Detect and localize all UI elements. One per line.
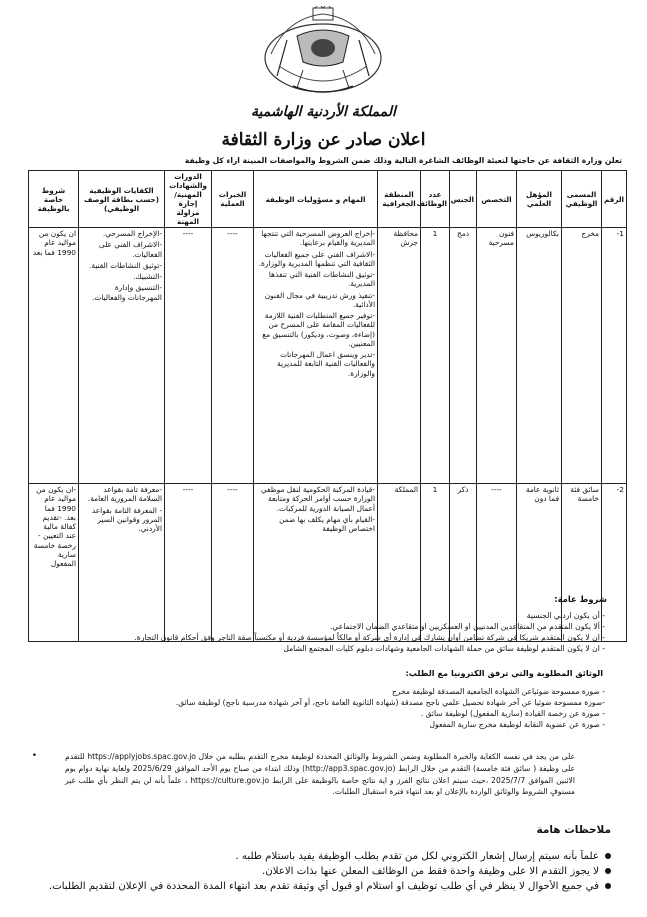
kingdom-name: المملكة الأردنية الهاشمية xyxy=(251,104,396,120)
task-item: -تنفيذ ورش تدريبية في مجال الفنون الأدائية. xyxy=(264,290,375,309)
cell-tasks xyxy=(254,228,378,484)
header-tasks: المهام و مسؤوليات الوظيفة xyxy=(254,171,378,228)
general-conditions-title: شروط عامة: xyxy=(554,594,607,604)
cell-qualification: بكالوريوس xyxy=(517,228,562,484)
header-job-title: المسمى الوظيفي xyxy=(562,171,602,228)
bullet-icon xyxy=(605,883,611,889)
cell-region: محافظة جرش xyxy=(378,228,421,484)
list-item xyxy=(26,865,611,880)
list-item: - صورة عن عضوية النقابة لوظيفة مخرج سارية المفعول xyxy=(429,720,605,729)
task-item: -تدير وينسق اعمال المهرجانات والفعاليات الفنية التابعة للمديرية والوزارة. xyxy=(276,350,375,378)
cell-job-title: سائق فئة خامسة xyxy=(562,484,602,642)
list-item-text: ان لا يكون المتقدم لوظيفة سائق من حملة الشهادات الجامعية وشهادات دبلوم كليات المجتمع الشامل xyxy=(283,644,600,653)
cell-specialization: ---- xyxy=(477,484,517,642)
cell-num: 2- xyxy=(602,484,627,642)
cell-experience: ---- xyxy=(212,228,254,484)
announcement-intro: تعلن وزارة الثقافة عن حاجتها لتعبئة الوظائف الشاغرة التالية وذلك ضمن الشروط والمواصفات المبينة ازاء كل وظيفة xyxy=(184,156,622,165)
general-conditions-list xyxy=(30,610,605,654)
cell-courses: ---- xyxy=(165,484,212,642)
cell-gender: دمج xyxy=(450,228,477,484)
jobs-table xyxy=(28,170,627,642)
header-count: عدد الوظائف xyxy=(421,171,450,228)
task-item: -توثيق النشاطات الفنية التي تنفذها المديرية. xyxy=(268,270,375,289)
list-item: - ان لا يكون المتقدم لوظيفة سائق من حملة الشهادات الجامعية وشهادات دبلوم كليات المجتمع الشامل xyxy=(283,644,605,653)
header-num: الرقم xyxy=(602,171,627,228)
list-item-text: في جميع الأحوال لا ينظر في أي طلب توظيف او استلام او قبول أي وثيقة تقدم بعد انتهاء المدة المحددة في الإعلان لتقديم الطلبات. xyxy=(48,880,599,892)
bullet-icon xyxy=(605,853,611,859)
bullet-icon: • xyxy=(31,751,37,761)
documents-list xyxy=(30,686,605,730)
notes-list xyxy=(26,850,611,894)
list-item: - صورة عن رخصة القيادة (سارية المفعول) لوظيفة سائق . xyxy=(420,709,605,718)
bullet-icon xyxy=(605,868,611,874)
list-item-text: ان لا يكون المتقدم شريكا في شركة تضامن أوان يشارك في إدارة أي شركة أو مالكاً لمؤسسة فردية أو مكتسباً صفة التاجر وفق أحكام قانون التجارة. xyxy=(134,633,600,642)
competency-item: -توثيق النشاطات الفنية. xyxy=(89,260,162,270)
cell-count: 1 xyxy=(421,228,450,484)
competency-item: -التنسيق وإدارة المهرجانات والفعاليات. xyxy=(92,283,162,302)
task-item: -قيادة المركبة الحكومية لنقل موظفي الوزارة حسب أوامر الحركة ومتابعة أعمال الصيانة الدورية للمركبات. xyxy=(260,485,375,513)
cell-region: المملكة xyxy=(378,484,421,642)
table-row xyxy=(29,228,627,484)
list-item-text: أن يكون اردني الجنسية xyxy=(526,611,600,620)
task-item: -إخراج العروض المسرحية التي تنتجها المديرية والقيام برعايتها. xyxy=(261,229,375,248)
cell-count: 1 xyxy=(421,484,450,642)
apply-instructions: على من يجد في نفسه الكفاية والخبرة المطلوبة وضمن الشروط والوثائق المحددة لوظيفة مخرج التقدم بطلبه من خلال https://applyjobs.spac.gov.jo للتقدم على وظيفة ( سائق فئة خامسة) التقدم من خلال الرابط (http://app3.spac.gov.jo) وذلك ابتداء من صباح يوم الأحد الموافق 2025/6/29 ولغاية نهاية دوام يوم الاثنين الموافق 2025/7/7 ،حيث سيتم اعلان نتائج الفرز و اية نتائج خاصة بالوظيفة على الرابط https://culture.gov.jo ، علماً بأنه لن يتم النظر بأي طلب غير مستوفٍ الشروط والوثائق الواردة بالإعلان او بعد انتهاء فترة استقبال الطلبات. xyxy=(65,752,576,797)
cell-num: 1- xyxy=(602,228,627,484)
cell-conditions: -ان يكون من مواليد عام 1990 فما بعد. -تقديم كفالة مالية عند التعيين - رخصة خامسة سارية المفعول xyxy=(29,484,79,642)
list-item xyxy=(26,880,611,895)
cell-specialization: فنون مسرحية xyxy=(477,228,517,484)
cell-qualification: ثانوية عامة فما دون xyxy=(517,484,562,642)
list-item: - أن يكون اردني الجنسية xyxy=(526,611,605,620)
header-gender: الجنس xyxy=(450,171,477,228)
cell-job-title: مخرج xyxy=(562,228,602,484)
list-item: - ألا يكون المتقدم من المتقاعدين المدنيين او العسكريين او متقاعدي الضمان الاجتماعي. xyxy=(329,622,605,631)
notes-title: ملاحظات هامة xyxy=(536,824,611,836)
list-item: - صورة ممسوحة ضوئياعن الشهادة الجامعية المصدقة لوظيفة مخرج xyxy=(391,687,605,696)
competency-item: - المعرفة التامة بقواعد المرور وقوانين السير الأردني. xyxy=(91,505,162,533)
cell-competencies xyxy=(79,228,165,484)
jordan-coat-of-arms-icon xyxy=(257,6,389,98)
announcement-title: اعلان صادر عن وزارة الثقافة xyxy=(221,130,426,150)
header-conditions: شروط خاصة بالوظيفة xyxy=(29,171,79,228)
competency-item: -معرفة تامة بقواعد السلامة المرورية العامة. xyxy=(87,485,162,504)
list-item xyxy=(26,850,611,865)
list-item-text: ألا يكون المتقدم من المتقاعدين المدنيين او العسكريين او متقاعدي الضمان الاجتماعي. xyxy=(329,622,600,631)
competency-item: -الإخراج المسرحي. xyxy=(102,229,162,238)
task-item: -الاشراف الفني على جميع الفعاليات الثقافية التي تنظمها المديرية والوزارة. xyxy=(258,249,375,268)
cell-courses: ---- xyxy=(165,228,212,484)
task-item: -توفير جميع المتطلبات الفنية اللازمة للفعاليات المقامة على المسرح من (إضاءة، وصوت، وديكور) بالتنسيق مع المعنيين. xyxy=(262,311,375,348)
list-item: - ان لا يكون المتقدم شريكا في شركة تضامن أوان يشارك في إدارة أي شركة أو مالكاً لمؤسسة فردية أو مكتسباً صفة التاجر وفق أحكام قانون التجارة. xyxy=(134,633,605,642)
cell-experience: ---- xyxy=(212,484,254,642)
header-specialization: التخصص xyxy=(477,171,517,228)
competency-item: -الاشراف الفني على الفعاليات. xyxy=(98,240,162,259)
list-item-text: علماً بأنه سيتم إرسال إشعار الكتروني لكل من تقدم بطلب الوظيفة يفيد باستلام طلبه . xyxy=(235,851,599,862)
list-item: -صورة ممسوحة ضوئيا عن آخر شهادة تحصيل علمي ناجح مصدقة (شهادة الثانوية العامة ناجح، أو آخر شهادة مدرسية ناجح) لوظيفة سائق. xyxy=(175,698,605,707)
documents-title: الوثائق المطلوبة والتي ترفق الكترونيا مع الطلب: xyxy=(405,668,603,678)
task-item: -القيام بأي مهام يكلف بها ضمن اختصاص الوظيفة xyxy=(279,514,375,533)
header-courses: الدورات والشهادات المهنية/ إجازة مزاولة المهنة xyxy=(165,171,212,228)
header-region: المنطقة الجغرافية xyxy=(378,171,421,228)
header-qualification: المؤهل العلمي xyxy=(517,171,562,228)
competency-item: -التشبيك. xyxy=(133,272,162,281)
cell-conditions: ان يكون من مواليد عام 1990 فما بعد xyxy=(29,228,79,484)
list-item-text: لا يجوز التقدم الا على وظيفة واحدة فقط من الوظائف المعلن عنها بذات الاعلان. xyxy=(262,865,599,877)
header-competencies: الكفايات الوظيفية (حسب بطاقة الوصف الوظيفي) xyxy=(79,171,165,228)
table-header-row xyxy=(29,171,627,228)
header-experience: الخبرات العملية xyxy=(212,171,254,228)
cell-gender: ذكر xyxy=(450,484,477,642)
